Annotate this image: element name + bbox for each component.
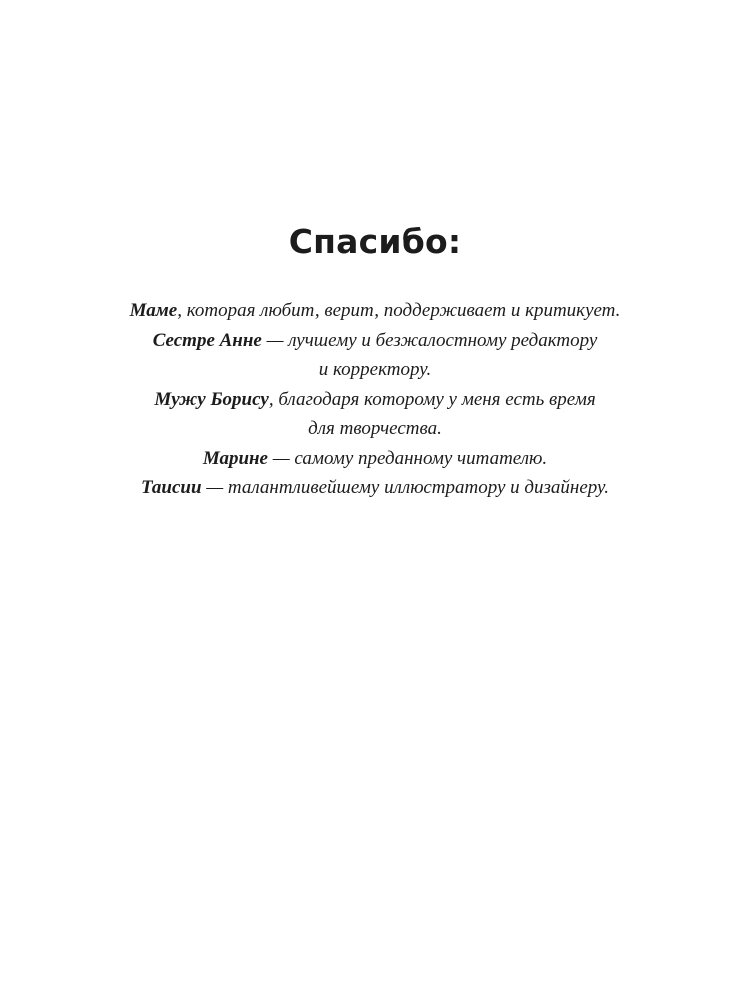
dedication-line-sister-cont <box>0 355 750 385</box>
dedication-name: Марине <box>202 447 268 469</box>
dedication-line-mother <box>0 296 750 326</box>
dedication-text: — лучшему и безжалостному редактору <box>261 329 598 351</box>
dedication-text: для творчества. <box>308 418 442 439</box>
dedication-text: — талантливейшему иллюстратору и дизайнеру. <box>201 477 610 498</box>
dedication-name: Мужу Борису <box>154 388 269 410</box>
dedication-line-sister <box>0 326 750 356</box>
dedication-text: и корректору. <box>318 359 432 380</box>
dedication-name: Таисии <box>140 477 202 498</box>
dedication-line-husband <box>0 385 750 415</box>
dedication-name: Сестре Анне <box>152 329 262 351</box>
dedication-line-husband-cont <box>0 414 750 444</box>
dedication-text: — самому преданному читателю. <box>268 447 548 469</box>
dedication-line-marina <box>0 444 750 474</box>
dedication-text: , благодаря которому у меня есть время <box>268 388 596 410</box>
dedication-text: , которая любит, верит, поддерживает и критикует. <box>177 300 621 321</box>
dedication-line-taisia <box>0 473 750 503</box>
dedication-name: Маме <box>129 300 178 321</box>
dedication-block <box>0 296 750 503</box>
page-title: Спасибо: <box>288 222 462 261</box>
